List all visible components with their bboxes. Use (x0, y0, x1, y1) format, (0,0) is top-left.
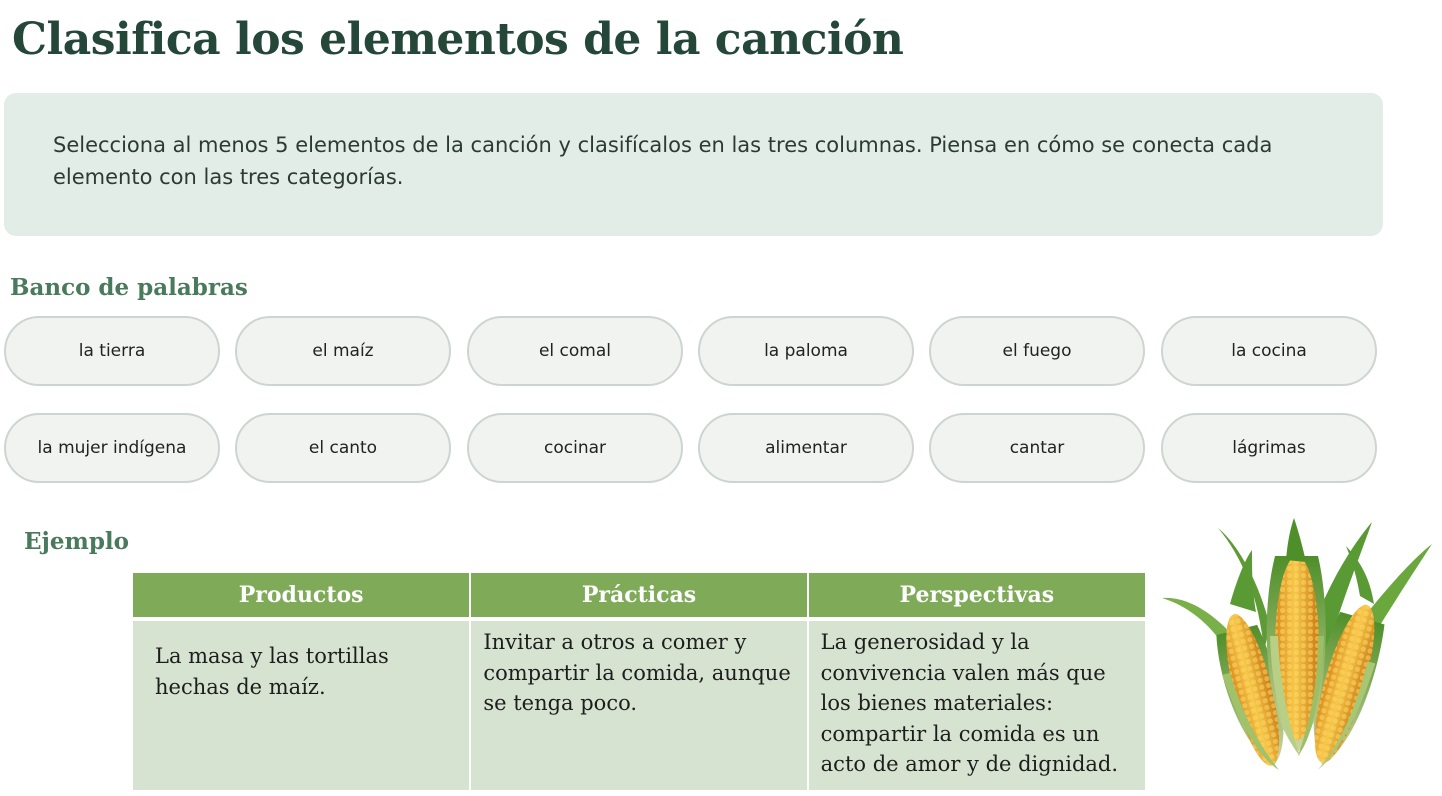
word-chip-cantar[interactable]: cantar (929, 413, 1145, 483)
word-chip-la-tierra[interactable]: la tierra (4, 316, 220, 386)
cell-practicas (470, 619, 807, 790)
word-chip-la-cocina[interactable]: la cocina (1161, 316, 1377, 386)
cell-productos (133, 619, 470, 790)
word-chip-la-paloma[interactable]: la paloma (698, 316, 914, 386)
word-chip-cocinar[interactable]: cocinar (467, 413, 683, 483)
instructions-box (4, 93, 1383, 236)
header-perspectivas: Perspectivas (808, 573, 1145, 619)
example-table (133, 573, 1145, 790)
header-practicas: Prácticas (470, 573, 807, 619)
instructions-text: Selecciona al menos 5 elementos de la canción y clasifícalos en las tres columnas. Piensa en cómo se conecta cada elemento con las tres categorías. (53, 133, 1273, 189)
page-title: Clasifica los elementos de la canción (12, 14, 904, 65)
cell-practicas-text: Invitar a otros a comer y compartir la comida, aunque se tenga poco. (483, 630, 791, 715)
word-chip-alimentar[interactable]: alimentar (698, 413, 914, 483)
word-chip-la-mujer-indigena[interactable]: la mujer indígena (4, 413, 220, 483)
header-productos: Productos (133, 573, 470, 619)
word-chip-el-canto[interactable]: el canto (235, 413, 451, 483)
example-heading: Ejemplo (24, 528, 129, 555)
cell-productos-text: La masa y las tortillas hechas de maíz. (155, 644, 389, 699)
word-chip-el-comal[interactable]: el comal (467, 316, 683, 386)
table-header-row (133, 573, 1145, 619)
table-row (133, 619, 1145, 790)
word-chip-el-fuego[interactable]: el fuego (929, 316, 1145, 386)
cell-perspectivas-text: La generosidad y la convivencia valen más que los bienes materiales: compartir la comida es un acto de amor y de dignidad. (820, 630, 1119, 776)
word-chip-lagrimas[interactable]: lágrimas (1161, 413, 1377, 483)
word-chip-el-maiz[interactable]: el maíz (235, 316, 451, 386)
cell-perspectivas (808, 619, 1145, 790)
corn-image (1160, 516, 1436, 786)
word-bank-heading: Banco de palabras (10, 274, 248, 301)
